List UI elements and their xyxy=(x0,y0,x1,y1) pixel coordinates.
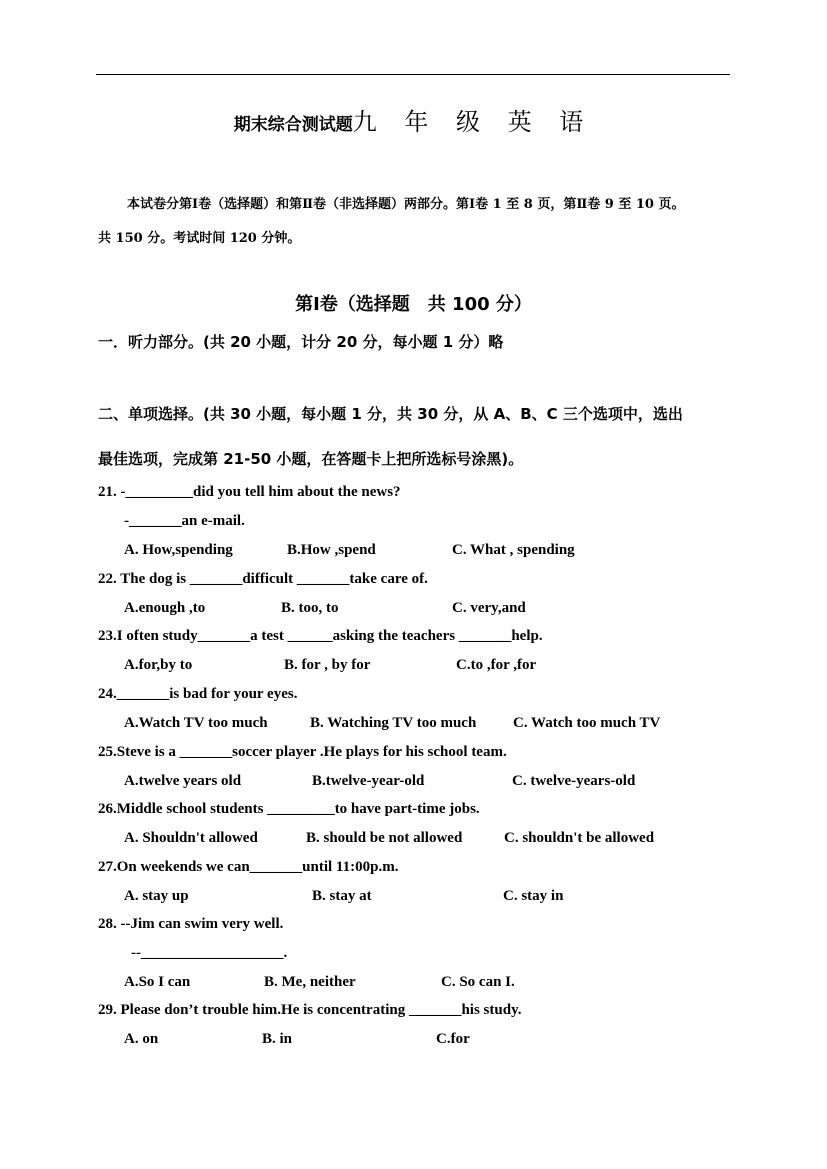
question-27-stem: 27.On weekends we can_______until 11:00p.m. xyxy=(98,859,399,875)
question-25-stem: 25.Steve is a _______soccer player .He plays for his school team. xyxy=(98,744,507,760)
section2-heading-line2: 最佳选项，完成第 21-50 小题，在答题卡上把所选标号涂黑)。 xyxy=(98,450,524,468)
question-21-option-c: C. What , spending xyxy=(452,542,575,558)
title-large: 九 年 级 英 语 xyxy=(352,108,594,136)
question-21-stem: 21. -_________did you tell him about the news? xyxy=(98,484,401,500)
question-22-option-a: A.enough ,to xyxy=(124,600,206,616)
question-23-option-a: A.for,by to xyxy=(124,657,193,673)
question-22-option-c: C. very,and xyxy=(452,600,526,616)
question-25-option-a: A.twelve years old xyxy=(124,773,242,789)
question-24-stem: 24._______is bad for your eyes. xyxy=(98,686,298,702)
question-29-option-c: C.for xyxy=(436,1031,470,1047)
question-21-option-a: A. How,spending xyxy=(124,542,233,558)
question-26-stem: 26.Middle school students _________to have part-time jobs. xyxy=(98,801,480,817)
question-21-reply: -_______an e-mail. xyxy=(124,513,245,529)
section2-heading-line1: 二、单项选择。(共 30 小题，每小题 1 分，共 30 分，从 A、B、C 三个选项中，选出 xyxy=(98,405,683,423)
question-27-option-a: A. stay up xyxy=(124,888,189,904)
question-26-option-c: C. shouldn't be allowed xyxy=(504,830,655,846)
intro-line-2: 共 150 分。考试时间 120 分钟。 xyxy=(98,231,301,246)
question-27-option-b: B. stay at xyxy=(312,888,372,904)
question-28-option-b: B. Me, neither xyxy=(264,974,356,990)
question-29-stem: 29. Please don’t trouble him.He is concentrating _______his study. xyxy=(98,1002,522,1018)
question-23-option-c: C.to ,for ,for xyxy=(456,657,537,673)
question-25-option-c: C. twelve-years-old xyxy=(512,773,636,789)
question-22-option-b: B. too, to xyxy=(281,600,339,616)
question-21-option-b: B.How ,spend xyxy=(287,542,376,558)
question-28-stem: 28. --Jim can swim very well. xyxy=(98,916,284,932)
question-28-option-a: A.So I can xyxy=(124,974,191,990)
question-27-option-c: C. stay in xyxy=(503,888,564,904)
question-26-option-b: B. should be not allowed xyxy=(306,830,463,846)
question-29-option-b: B. in xyxy=(262,1031,293,1047)
part1-title: 第Ⅰ卷（选择题 共 100 分） xyxy=(295,294,532,315)
page-title xyxy=(0,102,827,137)
question-26-option-a: A. Shouldn't allowed xyxy=(124,830,258,846)
question-24-option-b: B. Watching TV too much xyxy=(310,715,477,731)
section1-heading: 一．听力部分。(共 20 小题，计分 20 分，每小题 1 分）略 xyxy=(98,333,504,351)
top-rule xyxy=(96,74,730,75)
question-24-option-c: C. Watch too much TV xyxy=(513,715,661,731)
question-28-option-c: C. So can I. xyxy=(441,974,515,990)
question-25-option-b: B.twelve-year-old xyxy=(312,773,425,789)
question-23-option-b: B. for , by for xyxy=(284,657,371,673)
question-29-option-a: A. on xyxy=(124,1031,159,1047)
question-28-reply: --___________________. xyxy=(131,945,288,961)
intro-line-1: 本试卷分第Ⅰ卷（选择题）和第Ⅱ卷（非选择题）两部分。第Ⅰ卷 1 至 8 页，第Ⅱ卷 9 至 10 页。 xyxy=(127,197,685,212)
question-24-option-a: A.Watch TV too much xyxy=(124,715,268,731)
question-23-stem: 23.I often study_______a test ______asking the teachers _______help. xyxy=(98,628,543,644)
question-22-stem: 22. The dog is _______difficult _______take care of. xyxy=(98,571,428,587)
title-small: 期末综合测试题 xyxy=(233,115,353,135)
